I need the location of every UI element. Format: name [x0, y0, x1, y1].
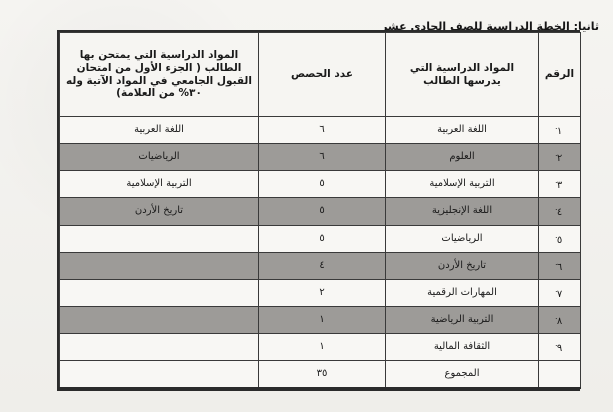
table-row: [60, 117, 581, 144]
exam-subject-cell: اللغة العربية: [60, 117, 259, 144]
row-number-cell: . ٩: [539, 334, 581, 361]
table-row: [60, 279, 581, 306]
table-total-row: [60, 361, 581, 388]
exam-subject-cell: [60, 279, 259, 306]
exam-subject-cell: تاريخ الأردن: [60, 198, 259, 225]
row-number-cell: . ٨: [539, 306, 581, 333]
exam-subject-cell: [60, 334, 259, 361]
total-label-cell: المجموع: [386, 361, 539, 388]
row-number: ٦: [556, 261, 563, 273]
exam-subject-cell: [60, 252, 259, 279]
subject-cell: اللغة العربية: [386, 117, 539, 144]
row-number-cell: . ٤: [539, 198, 581, 225]
row-number-cell: . ٣: [539, 171, 581, 198]
periods-cell: ٤: [259, 252, 386, 279]
row-number: ٢: [556, 153, 563, 165]
row-number-cell: . ١: [539, 117, 581, 144]
table-row: [60, 225, 581, 252]
row-number-cell: [539, 361, 581, 388]
subject-cell: اللغة الإنجليزية: [386, 198, 539, 225]
table-row: [60, 144, 581, 171]
row-number-cell: . ٥: [539, 225, 581, 252]
table-header-row: [60, 33, 581, 117]
row-number-cell: . ٦: [539, 252, 581, 279]
periods-cell: ٥: [259, 225, 386, 252]
subject-cell: الثقافة المالية: [386, 334, 539, 361]
subject-cell: الرياضيات: [386, 225, 539, 252]
header-subjects: المواد الدراسية التي يدرسها الطالب: [386, 33, 539, 117]
row-number: ٣: [556, 180, 563, 192]
document-heading: ثانيا: الخطة الدراسية للصف الحادي عشر: [381, 20, 599, 33]
exam-subject-cell: التربية الإسلامية: [60, 171, 259, 198]
periods-cell: ٥: [259, 171, 386, 198]
table-row: [60, 171, 581, 198]
periods-cell: ٦: [259, 117, 386, 144]
exam-subject-cell: [60, 361, 259, 388]
subject-cell: المهارات الرقمية: [386, 279, 539, 306]
periods-cell: ١: [259, 306, 386, 333]
row-number-cell: . ٢: [539, 144, 581, 171]
table-row: [60, 198, 581, 225]
row-number: ٩: [556, 343, 563, 355]
row-number: ٧: [556, 288, 563, 300]
row-number: ٨: [556, 316, 563, 328]
exam-subject-cell: [60, 306, 259, 333]
periods-cell: ٢: [259, 279, 386, 306]
header-periods: عدد الحصص: [259, 33, 386, 117]
study-plan-table-container: [57, 30, 580, 391]
header-number: الرقم: [539, 33, 581, 117]
total-periods-cell: ٣٥: [259, 361, 386, 388]
subject-cell: التربية الإسلامية: [386, 171, 539, 198]
exam-subject-cell: [60, 225, 259, 252]
periods-cell: ١: [259, 334, 386, 361]
exam-subject-cell: الرياضيات: [60, 144, 259, 171]
row-number-cell: . ٧: [539, 279, 581, 306]
header-exam-subjects: المواد الدراسية التي يمتحن بها الطالب ( الجزء الأول من امتحان القبول الجامعي في المواد الآتية وله ٣٠% من العلامة): [60, 33, 259, 117]
row-number: ١: [556, 126, 563, 138]
row-number: ٥: [556, 234, 563, 246]
subject-cell: تاريخ الأردن: [386, 252, 539, 279]
periods-cell: ٥: [259, 198, 386, 225]
table-row: [60, 306, 581, 333]
periods-cell: ٦: [259, 144, 386, 171]
table-row: [60, 334, 581, 361]
subject-cell: التربية الرياضية: [386, 306, 539, 333]
row-number: ٤: [556, 207, 563, 219]
table-row: [60, 252, 581, 279]
subject-cell: العلوم: [386, 144, 539, 171]
study-plan-table: [59, 32, 581, 389]
